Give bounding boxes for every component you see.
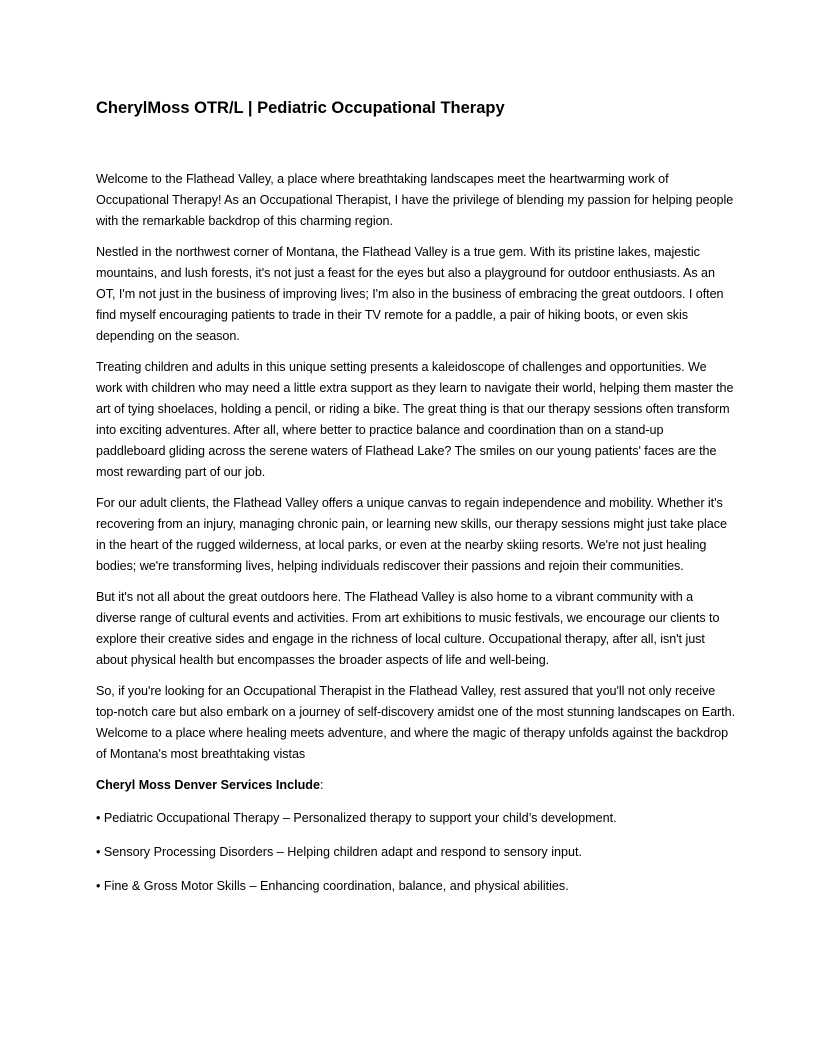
paragraph-children-adults: Treating children and adults in this unique setting presents a kaleidoscope of challenges and opportunities. We work with children who may need a little extra support as they learn to navigate their world, helping them master the art of tying shoelaces, holding a pencil, or riding a bike. The great thing is that our therapy sessions often transform into exciting adventures. After all, where better to practice balance and coordination than on a stand-up paddleboard gliding across the serene waters of Flathead Lake? The smiles on our young patients' faces are the most rewarding part of our job. [96, 360, 734, 479]
services-heading-colon: : [320, 778, 324, 792]
document-title: CherylMoss OTR/L | Pediatric Occupational Therapy [96, 99, 505, 117]
service-item-pediatric-ot: • Pediatric Occupational Therapy – Personalized therapy to support your child’s development. [96, 811, 617, 825]
paragraph-welcome: Welcome to the Flathead Valley, a place where breathtaking landscapes meet the heartwarming work of Occupational Therapy! As an Occupational Therapist, I have the privilege of blending my passion for helping people with the remarkable backdrop of this charming region. [96, 172, 734, 228]
paragraph-closing: So, if you're looking for an Occupational Therapist in the Flathead Valley, rest assured that you'll not only receive top-notch care but also embark on a journey of self-discovery amidst one of the most stunning landscapes on Earth. Welcome to a place where healing meets adventure, and where the magic of therapy unfolds against the backdrop of Montana's most breathtaking vistas [96, 684, 736, 761]
document-page [96, 96, 736, 910]
services-heading [96, 775, 736, 796]
service-item-motor-skills: • Fine & Gross Motor Skills – Enhancing coordination, balance, and physical abilities. [96, 879, 569, 893]
paragraph-flathead-valley: Nestled in the northwest corner of Montana, the Flathead Valley is a true gem. With its pristine lakes, majestic mountains, and lush forests, it's not just a feast for the eyes but also a playground for outdoor enthusiasts. As an OT, I'm not just in the business of improving lives; I'm also in the business of embracing the great outdoors. I often find myself encouraging patients to trade in their TV remote for a paddle, a pair of hiking boots, or even skis depending on the season. [96, 245, 724, 343]
paragraph-adult-clients: For our adult clients, the Flathead Valley offers a unique canvas to regain independence and mobility. Whether it's recovering from an injury, managing chronic pain, or learning new skills, our therapy sessions might just take place in the heart of the rugged wilderness, at local parks, or even at the nearby skiing resorts. We're not just healing bodies; we're transforming lives, helping individuals rediscover their passions and rejoin their communities. [96, 496, 727, 573]
services-heading-text: Cheryl Moss Denver Services Include [96, 778, 320, 792]
paragraph-community: But it's not all about the great outdoors here. The Flathead Valley is also home to a vibrant community with a diverse range of cultural events and activities. From art exhibitions to music festivals, we encourage our clients to explore their creative sides and engage in the richness of local culture. Occupational therapy, after all, isn't just about physical health but encompasses the broader aspects of life and well-being. [96, 590, 720, 667]
service-item-sensory-processing: • Sensory Processing Disorders – Helping children adapt and respond to sensory input. [96, 845, 583, 859]
